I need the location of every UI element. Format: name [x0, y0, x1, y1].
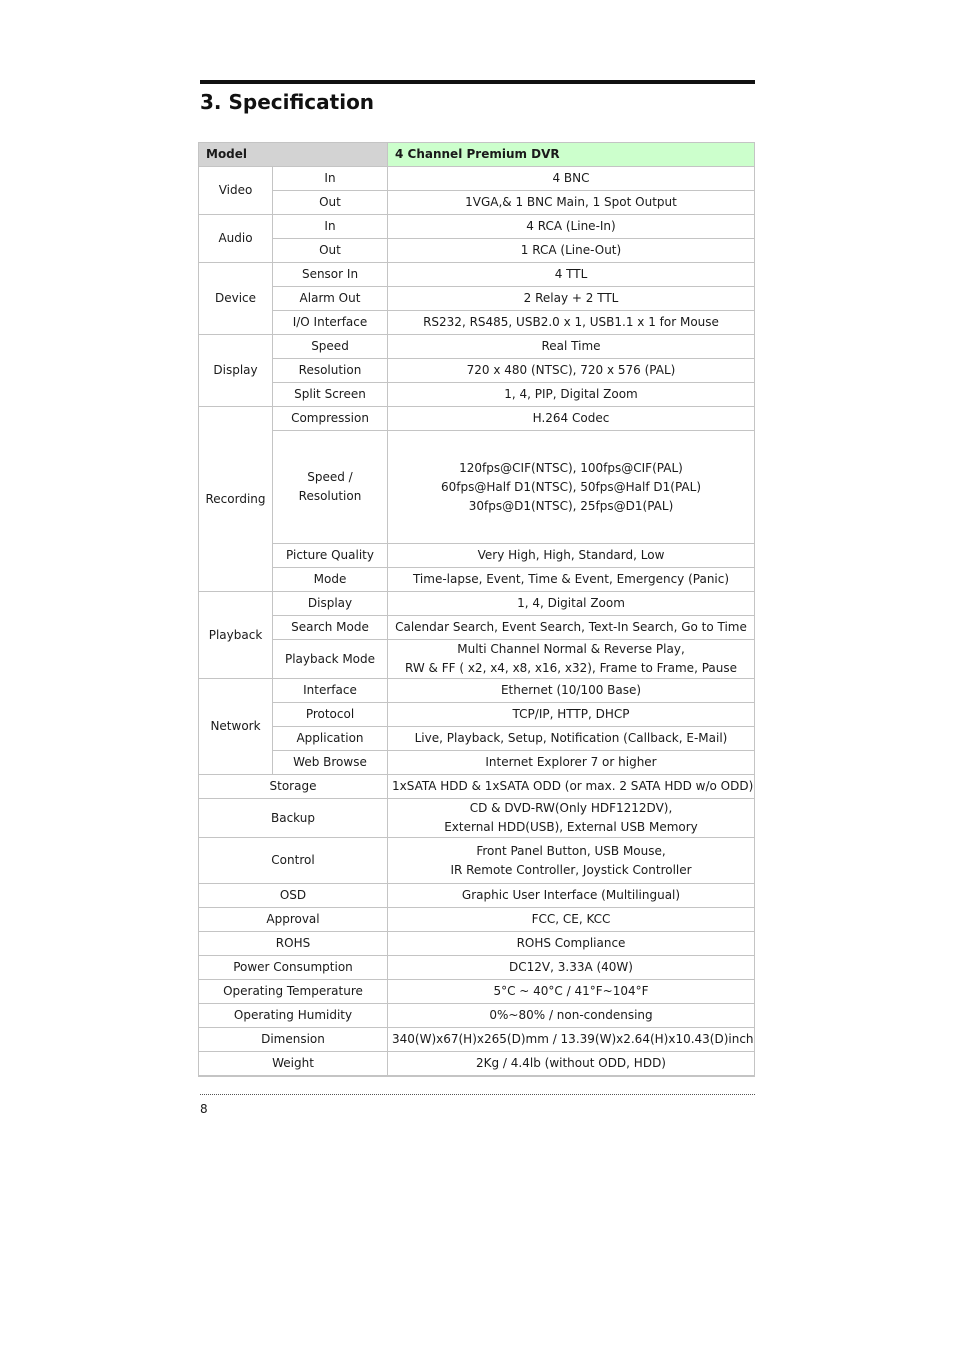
spec-label: Compression: [273, 407, 388, 431]
group-recording: Recording: [199, 407, 273, 592]
table-row: [199, 287, 755, 311]
table-row: [199, 932, 755, 956]
table-row: [199, 167, 755, 191]
spec-label: In: [273, 215, 388, 239]
spec-value: FCC, CE, KCC: [388, 908, 755, 932]
spec-label: Weight: [199, 1052, 388, 1077]
spec-label: Resolution: [273, 359, 388, 383]
table-row: [199, 568, 755, 592]
spec-value: 1, 4, PIP, Digital Zoom: [388, 383, 755, 407]
table-row: [199, 215, 755, 239]
spec-value: 4 RCA (Line-In): [388, 215, 755, 239]
spec-value-line: Multi Channel Normal & Reverse Play,: [457, 642, 685, 656]
table-row: [199, 1028, 755, 1052]
spec-label: OSD: [199, 884, 388, 908]
spec-value: Graphic User Interface (Multilingual): [388, 884, 755, 908]
table-row: [199, 1004, 755, 1028]
spec-value: Internet Explorer 7 or higher: [388, 751, 755, 775]
group-device: Device: [199, 263, 273, 335]
table-row: [199, 799, 755, 838]
top-rule: [200, 80, 755, 84]
spec-value: Real Time: [388, 335, 755, 359]
spec-label: Power Consumption: [199, 956, 388, 980]
spec-value: 2Kg / 4.4lb (without ODD, HDD): [388, 1052, 755, 1077]
table-row: [199, 359, 755, 383]
footer-dotted-rule: [200, 1094, 755, 1095]
spec-label: [273, 431, 388, 544]
spec-value: 1 RCA (Line-Out): [388, 239, 755, 263]
spec-value: 2 Relay + 2 TTL: [388, 287, 755, 311]
spec-value: 1xSATA HDD & 1xSATA ODD (or max. 2 SATA HDD w/o ODD): [388, 775, 755, 799]
spec-value: 0%~80% / non-condensing: [388, 1004, 755, 1028]
spec-value: [388, 799, 755, 838]
spec-label-line: Resolution: [298, 489, 362, 503]
spec-value-line: External HDD(USB), External USB Memory: [444, 820, 698, 834]
table-row: [199, 980, 755, 1004]
spec-value: TCP/IP, HTTP, DHCP: [388, 703, 755, 727]
spec-value: [388, 640, 755, 679]
spec-value-line: 30fps@D1(NTSC), 25fps@D1(PAL): [468, 498, 674, 513]
header-model-label: Model: [199, 143, 388, 167]
spec-value: DC12V, 3.33A (40W): [388, 956, 755, 980]
spec-value: Calendar Search, Event Search, Text-In Search, Go to Time: [388, 616, 755, 640]
spec-label: Sensor In: [273, 263, 388, 287]
spec-label-line: Speed /: [307, 470, 353, 484]
spec-value: RS232, RS485, USB2.0 x 1, USB1.1 x 1 for Mouse: [388, 311, 755, 335]
spec-value: Live, Playback, Setup, Notification (Callback, E-Mail): [388, 727, 755, 751]
spec-label: Dimension: [199, 1028, 388, 1052]
table-row: [199, 407, 755, 431]
header-model-value: 4 Channel Premium DVR: [388, 143, 755, 167]
spec-value: 5°C ~ 40°C / 41°F~104°F: [388, 980, 755, 1004]
table-row: [199, 751, 755, 775]
table-row: [199, 838, 755, 884]
table-row: [199, 679, 755, 703]
spec-value-line: Front Panel Button, USB Mouse,: [476, 843, 666, 858]
table-row: [199, 311, 755, 335]
spec-label: Protocol: [273, 703, 388, 727]
spec-label: Display: [273, 592, 388, 616]
spec-value: 1VGA,& 1 BNC Main, 1 Spot Output: [388, 191, 755, 215]
group-display: Display: [199, 335, 273, 407]
spec-value: 340(W)x67(H)x265(D)mm / 13.39(W)x2.64(H)x10.43(D)inch: [388, 1028, 755, 1052]
spec-value: 1, 4, Digital Zoom: [388, 592, 755, 616]
spec-label: Backup: [199, 799, 388, 838]
table-row: [199, 191, 755, 215]
spec-label: ROHS: [199, 932, 388, 956]
spec-value-line: IR Remote Controller, Joystick Controller: [450, 862, 692, 877]
spec-label: In: [273, 167, 388, 191]
spec-label: Speed: [273, 335, 388, 359]
spec-value: Time-lapse, Event, Time & Event, Emergency (Panic): [388, 568, 755, 592]
table-row: [199, 592, 755, 616]
spec-label: Approval: [199, 908, 388, 932]
spec-value: ROHS Compliance: [388, 932, 755, 956]
spec-value-line: 120fps@CIF(NTSC), 100fps@CIF(PAL): [459, 460, 683, 475]
spec-label: Control: [199, 838, 388, 884]
group-network: Network: [199, 679, 273, 775]
spec-label: Mode: [273, 568, 388, 592]
table-row: [199, 703, 755, 727]
group-video: Video: [199, 167, 273, 215]
spec-label: Operating Humidity: [199, 1004, 388, 1028]
table-row: [199, 908, 755, 932]
spec-label: Storage: [199, 775, 388, 799]
spec-label: Interface: [273, 679, 388, 703]
spec-label: Search Mode: [273, 616, 388, 640]
table-row: [199, 383, 755, 407]
spec-label: Application: [273, 727, 388, 751]
spec-label: Out: [273, 239, 388, 263]
spec-value: Ethernet (10/100 Base): [388, 679, 755, 703]
table-row: [199, 727, 755, 751]
spec-label: Web Browse: [273, 751, 388, 775]
table-row: [199, 263, 755, 287]
spec-label: Alarm Out: [273, 287, 388, 311]
group-audio: Audio: [199, 215, 273, 263]
spec-value: [388, 838, 755, 884]
spec-value: Very High, High, Standard, Low: [388, 544, 755, 568]
table-row: [199, 616, 755, 640]
spec-value: [388, 431, 755, 544]
table-row: [199, 640, 755, 679]
table-row: [199, 956, 755, 980]
table-row: [199, 239, 755, 263]
spec-value: H.264 Codec: [388, 407, 755, 431]
spec-label: Playback Mode: [273, 640, 388, 679]
spec-label: Split Screen: [273, 383, 388, 407]
spec-value-line: CD & DVD-RW(Only HDF1212DV),: [469, 801, 673, 815]
spec-label: I/O Interface: [273, 311, 388, 335]
spec-value: 4 TTL: [388, 263, 755, 287]
spec-value: 4 BNC: [388, 167, 755, 191]
page-number: 8: [200, 1102, 208, 1116]
table-header-row: [199, 143, 755, 167]
spec-table: [198, 142, 755, 1077]
table-row: [199, 1052, 755, 1077]
table-row: [199, 544, 755, 568]
spec-value: 720 x 480 (NTSC), 720 x 576 (PAL): [388, 359, 755, 383]
spec-label: Picture Quality: [273, 544, 388, 568]
table-row: [199, 335, 755, 359]
spec-label: Operating Temperature: [199, 980, 388, 1004]
page-title: 3. Specification: [200, 90, 375, 114]
group-playback: Playback: [199, 592, 273, 679]
spec-value-line: RW & FF ( x2, x4, x8, x16, x32), Frame to Frame, Pause: [405, 661, 737, 675]
spec-label: Out: [273, 191, 388, 215]
table-row: [199, 884, 755, 908]
table-row: [199, 775, 755, 799]
spec-value-line: 60fps@Half D1(NTSC), 50fps@Half D1(PAL): [441, 479, 701, 494]
table-row: [199, 431, 755, 544]
